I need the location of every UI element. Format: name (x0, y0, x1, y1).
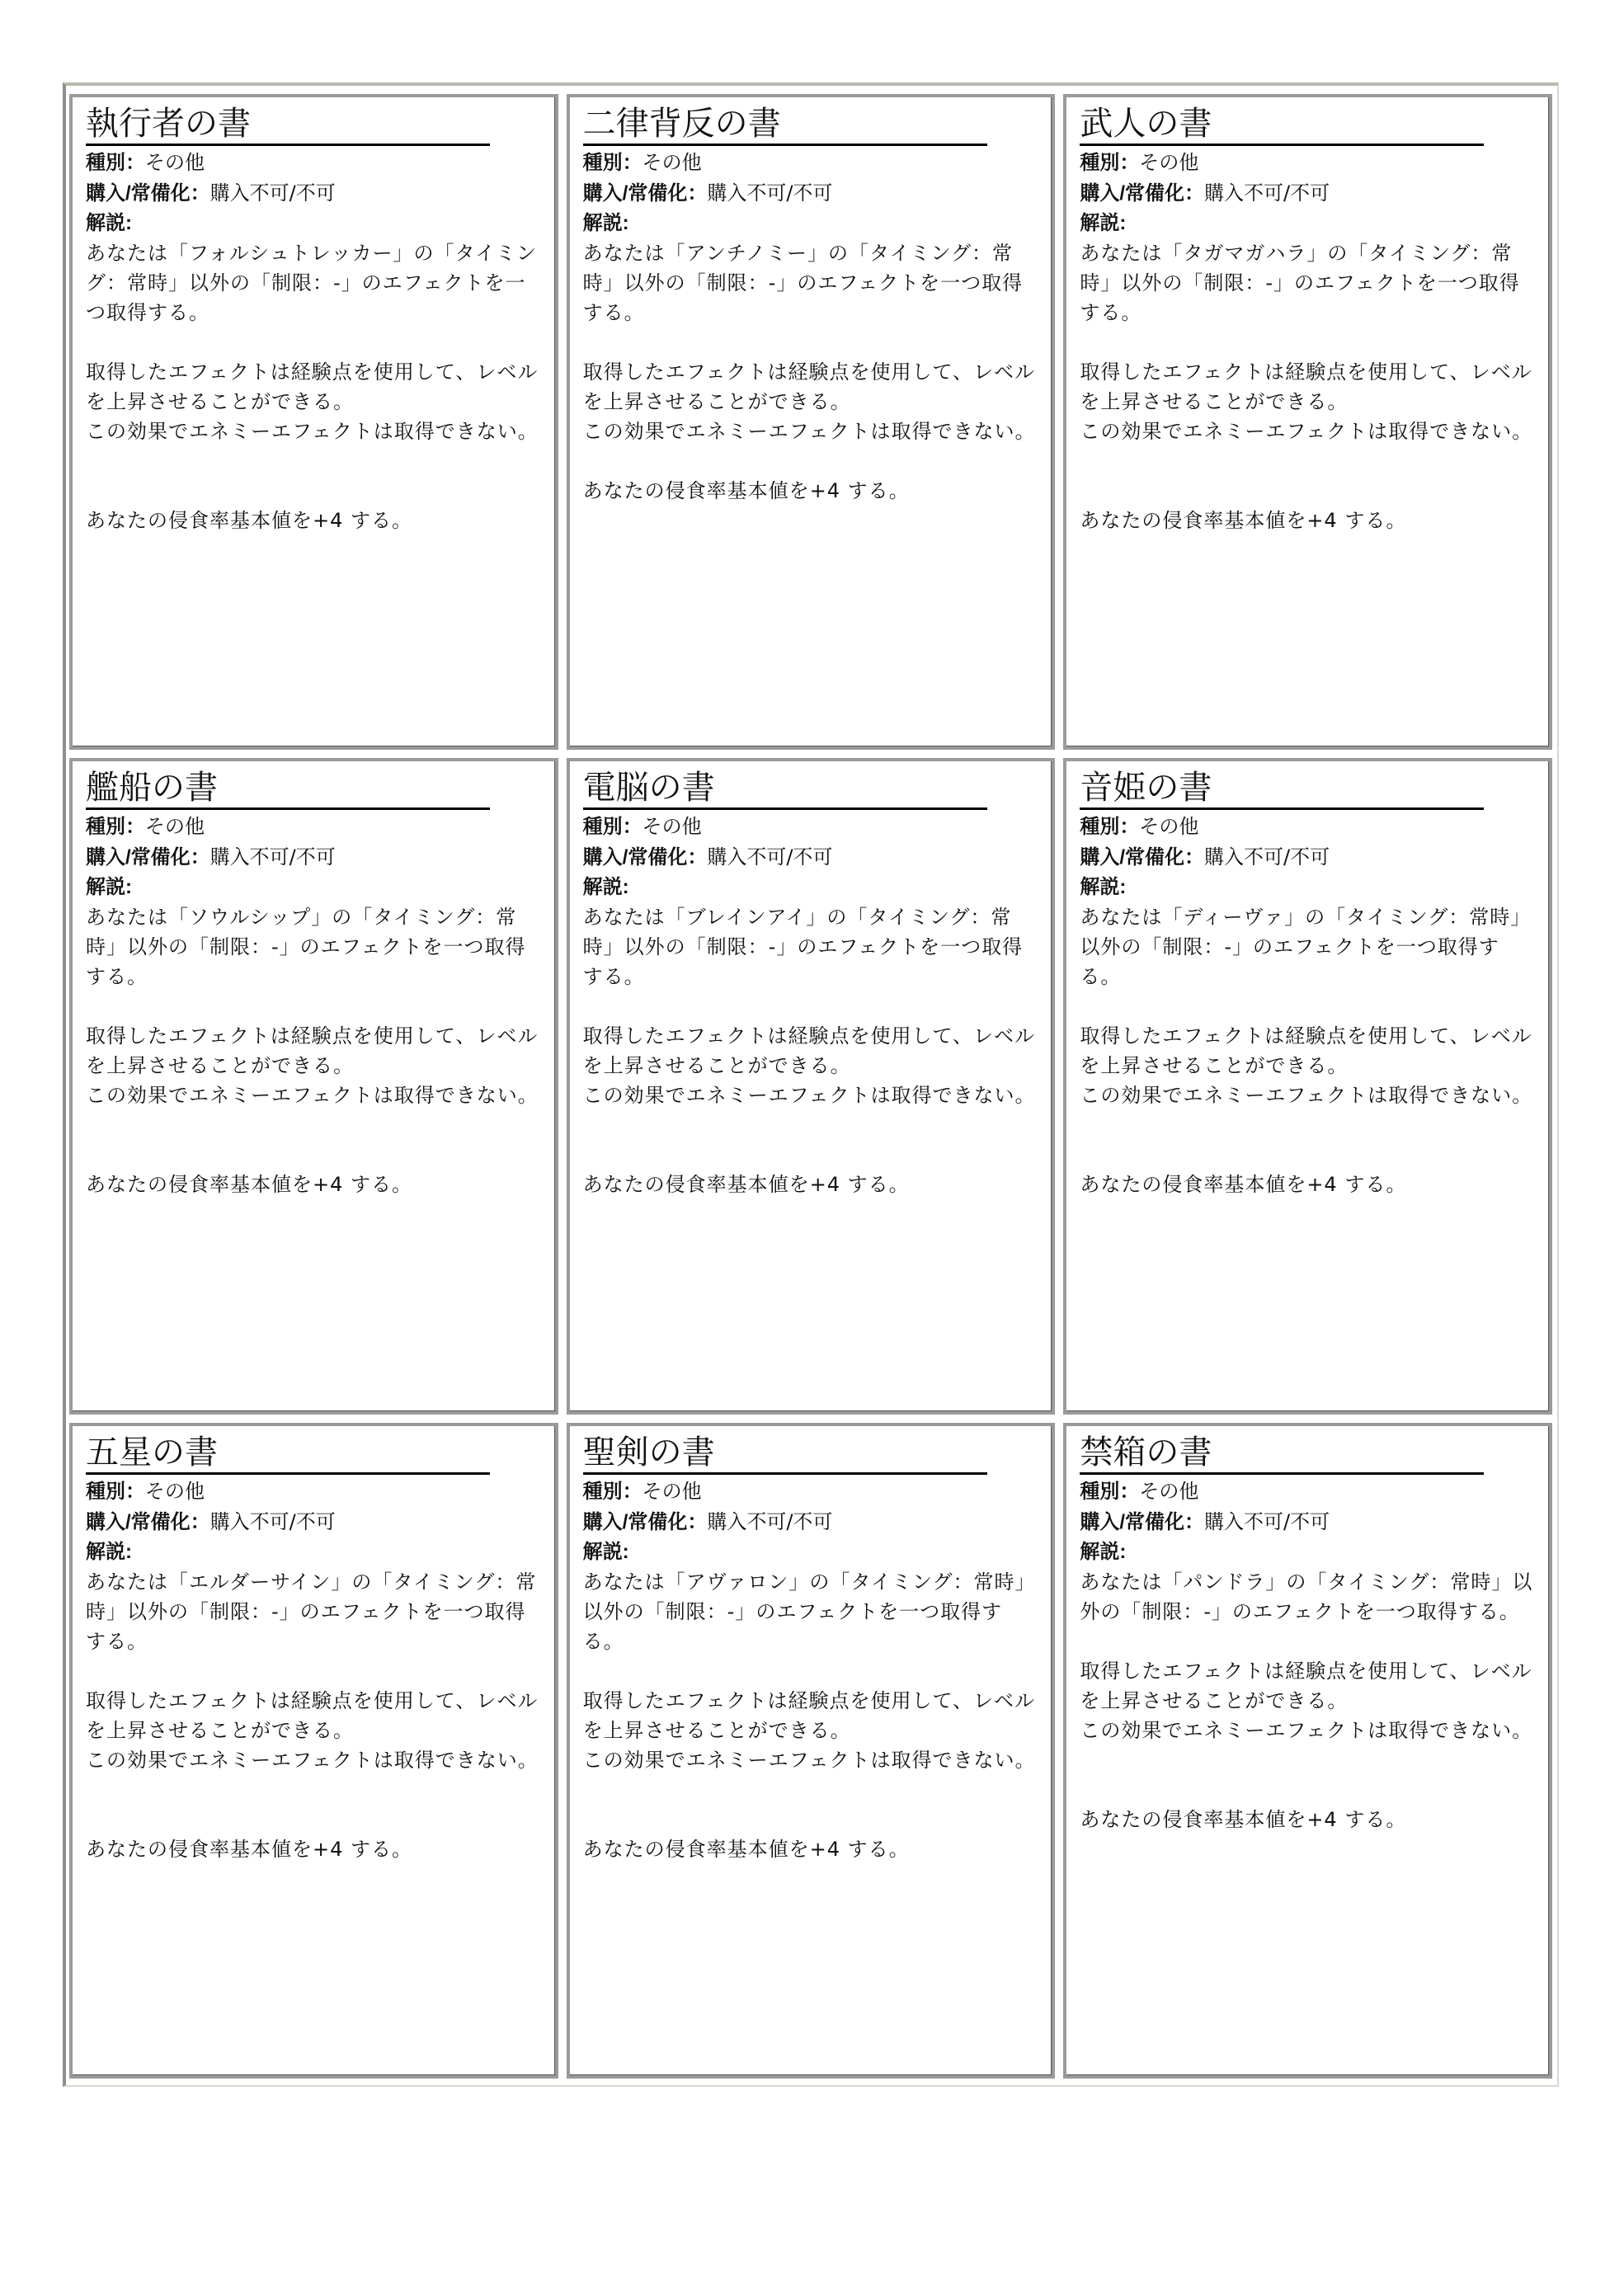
card-purchase-line (1080, 1507, 1536, 1537)
description-levelup: 取得したエフェクトは経験点を使用して、レベルを上昇させることができる。 (582, 1024, 1035, 1078)
purchase-value: 購入不可/不可 (707, 1509, 833, 1533)
card-warrior-book (1063, 94, 1552, 750)
description-levelup: 取得したエフェクトは経験点を使用して、レベルを上昇させることができる。 (582, 360, 1035, 413)
purchase-value: 購入不可/不可 (707, 181, 833, 205)
description-label: 解説: (86, 212, 132, 234)
type-label: 種別： (582, 152, 643, 174)
type-label: 種別： (1080, 152, 1140, 174)
description-label: 解説: (86, 1540, 132, 1563)
card-antinomy-book (567, 94, 1056, 750)
purchase-value: 購入不可/不可 (707, 845, 833, 869)
purchase-value: 購入不可/不可 (1204, 845, 1330, 869)
type-label: 種別： (582, 816, 643, 839)
purchase-label: 購入/常備化： (86, 846, 210, 869)
description-erosion: あなたの侵食率基本値を+4 する。 (582, 1173, 910, 1197)
card-cyberbrain-book (567, 758, 1056, 1414)
card-type-line (86, 812, 542, 842)
card-type-line (86, 148, 542, 178)
description-enemy: この効果でエネミーエフェクトは取得できない。 (1080, 1718, 1533, 1742)
card-purchase-line (86, 178, 542, 209)
card-title: 禁箱の書 (1080, 1433, 1484, 1475)
card-title: 二律背反の書 (583, 104, 987, 146)
type-value: その他 (1139, 815, 1199, 839)
card-title: 武人の書 (1080, 104, 1484, 146)
card-purchase-line (1080, 178, 1536, 209)
description-erosion: あなたの侵食率基本値を+4 する。 (86, 509, 413, 532)
type-value: その他 (1139, 151, 1199, 174)
purchase-value: 購入不可/不可 (1204, 181, 1330, 205)
type-label: 種別： (582, 1480, 643, 1503)
description-label: 解説: (1080, 212, 1127, 234)
card-title: 電脳の書 (583, 768, 987, 810)
description-erosion: あなたの侵食率基本値を+4 する。 (1080, 509, 1407, 532)
description-label: 解説: (1080, 876, 1127, 899)
description-acquire: あなたは「フォルシュトレッカー」の「タイミング：常時」以外の「制限：-」のエフェクトを一つ取得する。 (86, 242, 537, 324)
card-type-line (1080, 1476, 1536, 1507)
description-enemy: この効果でエネミーエフェクトは取得できない。 (582, 1084, 1036, 1108)
description-acquire: あなたは「ブレインアイ」の「タイミング：常時」以外の「制限：-」のエフェクトを一つ取得する。 (582, 906, 1024, 989)
card-executor-book (69, 94, 558, 750)
description-acquire: あなたは「パンドラ」の「タイミング：常時」以外の「制限：-」のエフェクトを一つ取得する。 (1080, 1570, 1533, 1623)
type-value: その他 (145, 151, 205, 174)
type-label: 種別： (86, 816, 145, 839)
description-acquire: あなたは「ディーヴァ」の「タイミング：常時」以外の「制限：-」のエフェクトを一つ取得する。 (1080, 906, 1532, 989)
card-sheet (63, 82, 1559, 2087)
purchase-label: 購入/常備化： (1080, 846, 1204, 869)
card-pandora-book (1063, 1423, 1552, 2079)
type-value: その他 (642, 1479, 702, 1503)
description-levelup: 取得したエフェクトは経験点を使用して、レベルを上昇させることができる。 (86, 1688, 539, 1742)
description-enemy: この効果でエネミーエフェクトは取得できない。 (86, 1084, 539, 1108)
card-purchase-line (583, 178, 1039, 209)
type-label: 種別： (86, 152, 145, 174)
card-title: 音姫の書 (1080, 768, 1484, 810)
description-levelup: 取得したエフェクトは経験点を使用して、レベルを上昇させることができる。 (1080, 1024, 1532, 1078)
purchase-label: 購入/常備化： (1080, 182, 1204, 205)
purchase-value: 購入不可/不可 (1204, 1509, 1330, 1533)
card-purchase-line (86, 842, 542, 873)
description-levelup: 取得したエフェクトは経験点を使用して、レベルを上昇させることができる。 (1080, 360, 1532, 413)
card-title: 執行者の書 (86, 104, 490, 146)
purchase-label: 購入/常備化： (582, 1510, 708, 1533)
card-warship-book (69, 758, 558, 1414)
card-title: 艦船の書 (86, 768, 490, 810)
type-value: その他 (642, 815, 702, 839)
card-grid (66, 86, 1557, 2085)
card-purchase-line (583, 1507, 1039, 1537)
purchase-label: 購入/常備化： (582, 846, 708, 869)
card-five-star-book (69, 1423, 558, 2079)
card-holy-sword-book (567, 1423, 1056, 2079)
description-erosion: あなたの侵食率基本値を+4 する。 (86, 1173, 413, 1197)
type-label: 種別： (1080, 1480, 1140, 1503)
type-value: その他 (145, 1479, 205, 1503)
card-diva-book (1063, 758, 1552, 1414)
description-enemy: この効果でエネミーエフェクトは取得できない。 (582, 1748, 1036, 1772)
purchase-value: 購入不可/不可 (209, 181, 336, 205)
purchase-label: 購入/常備化： (582, 182, 708, 205)
description-erosion: あなたの侵食率基本値を+4 する。 (582, 479, 910, 502)
description-levelup: 取得したエフェクトは経験点を使用して、レベルを上昇させることができる。 (582, 1688, 1035, 1742)
card-type-line (583, 148, 1039, 178)
description-enemy: この効果でエネミーエフェクトは取得できない。 (1080, 1084, 1533, 1108)
card-type-line (1080, 812, 1536, 842)
description-erosion: あなたの侵食率基本値を+4 する。 (582, 1837, 910, 1861)
purchase-value: 購入不可/不可 (209, 1509, 336, 1533)
description-levelup: 取得したエフェクトは経験点を使用して、レベルを上昇させることができる。 (1080, 1659, 1532, 1712)
description-label: 解説: (582, 876, 629, 899)
description-erosion: あなたの侵食率基本値を+4 する。 (86, 1837, 413, 1861)
description-enemy: この効果でエネミーエフェクトは取得できない。 (582, 420, 1036, 443)
description-acquire: あなたは「タガマガハラ」の「タイミング：常時」以外の「制限：-」のエフェクトを一つ取得する。 (1080, 242, 1520, 324)
card-type-line (1080, 148, 1536, 178)
description-enemy: この効果でエネミーエフェクトは取得できない。 (86, 420, 539, 443)
description-acquire: あなたは「アヴァロン」の「タイミング：常時」以外の「制限：-」のエフェクトを一つ取得する。 (582, 1570, 1036, 1653)
purchase-label: 購入/常備化： (86, 1510, 210, 1533)
description-enemy: この効果でエネミーエフェクトは取得できない。 (86, 1748, 539, 1772)
type-label: 種別： (86, 1480, 145, 1503)
description-acquire: あなたは「エルダーサイン」の「タイミング：常時」以外の「制限：-」のエフェクトを一つ取得する。 (86, 1570, 537, 1653)
description-erosion: あなたの侵食率基本値を+4 する。 (1080, 1807, 1407, 1831)
purchase-value: 購入不可/不可 (209, 845, 336, 869)
purchase-label: 購入/常備化： (86, 182, 210, 205)
type-value: その他 (642, 151, 702, 174)
card-purchase-line (1080, 842, 1536, 873)
description-erosion: あなたの侵食率基本値を+4 する。 (1080, 1173, 1407, 1197)
description-label: 解説: (582, 212, 629, 234)
description-levelup: 取得したエフェクトは経験点を使用して、レベルを上昇させることができる。 (86, 1024, 539, 1078)
card-type-line (86, 1476, 542, 1507)
description-enemy: この効果でエネミーエフェクトは取得できない。 (1080, 420, 1533, 443)
description-label: 解説: (1080, 1540, 1127, 1563)
description-levelup: 取得したエフェクトは経験点を使用して、レベルを上昇させることができる。 (86, 360, 539, 413)
card-type-line (583, 812, 1039, 842)
type-value: その他 (1139, 1479, 1199, 1503)
purchase-label: 購入/常備化： (1080, 1510, 1204, 1533)
card-title: 五星の書 (86, 1433, 490, 1475)
description-label: 解説: (86, 876, 132, 899)
card-purchase-line (583, 842, 1039, 873)
card-purchase-line (86, 1507, 542, 1537)
card-type-line (583, 1476, 1039, 1507)
description-acquire: あなたは「ソウルシップ」の「タイミング：常時」以外の「制限：-」のエフェクトを一つ取得する。 (86, 906, 526, 989)
type-label: 種別： (1080, 816, 1140, 839)
card-title: 聖剣の書 (583, 1433, 987, 1475)
description-acquire: あなたは「アンチノミー」の「タイミング：常時」以外の「制限：-」のエフェクトを一つ取得する。 (582, 242, 1024, 324)
type-value: その他 (145, 815, 205, 839)
description-label: 解説: (582, 1540, 629, 1563)
